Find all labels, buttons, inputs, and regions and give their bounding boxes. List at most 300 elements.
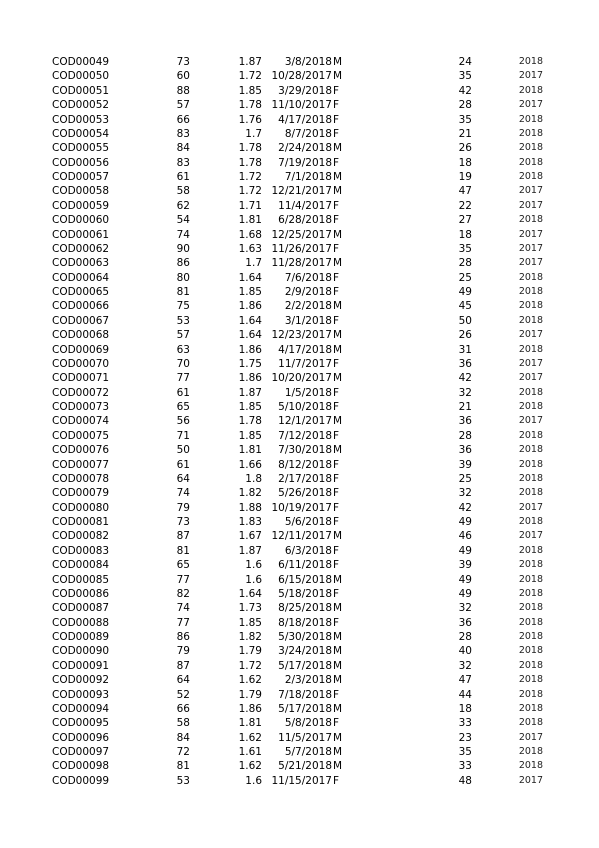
sex-cell: M (333, 530, 343, 543)
record-id-cell: COD00073 (52, 401, 110, 413)
sex-cell: M (333, 444, 343, 457)
age-cell: 32 (458, 487, 472, 500)
date-cell: 6/11/2018 (278, 559, 332, 572)
table-row (0, 256, 599, 270)
year-cell: 2018 (518, 746, 543, 757)
weight-cell: 79 (176, 645, 190, 658)
record-id-cell: COD00099 (52, 774, 110, 787)
height-cell: 1.64 (238, 329, 262, 342)
age-cell: 28 (458, 257, 472, 270)
height-cell: 1.76 (238, 113, 262, 126)
age-cell: 32 (458, 602, 472, 615)
weight-cell: 62 (176, 199, 190, 212)
table-row (0, 486, 599, 500)
record-id-cell: COD00090 (52, 645, 110, 658)
height-cell: 1.87 (238, 56, 262, 68)
height-cell: 1.86 (238, 372, 262, 385)
table-row (0, 98, 599, 112)
year-cell: 2018 (518, 587, 543, 599)
year-cell: 2018 (518, 760, 543, 772)
age-cell: 22 (458, 199, 472, 212)
table-row (0, 113, 599, 127)
record-id-cell: COD00098 (52, 760, 110, 773)
record-id-cell: COD00074 (52, 415, 110, 428)
table-row (0, 458, 599, 472)
data-table (0, 55, 599, 788)
height-cell: 1.81 (238, 214, 262, 227)
date-cell: 2/24/2018 (278, 142, 332, 155)
age-cell: 36 (458, 357, 472, 370)
age-cell: 35 (458, 113, 472, 126)
year-cell: 2018 (518, 472, 543, 484)
date-cell: 12/1/2017 (278, 415, 332, 428)
sex-cell: M (333, 415, 343, 428)
height-cell: 1.78 (238, 142, 262, 155)
date-cell: 4/17/2018 (278, 113, 332, 126)
date-cell: 8/25/2018 (278, 602, 332, 615)
record-id-cell: COD00071 (52, 372, 110, 385)
weight-cell: 50 (176, 444, 190, 457)
sex-cell: F (333, 472, 340, 485)
weight-cell: 77 (176, 616, 190, 629)
record-id-cell: COD00066 (52, 300, 110, 313)
height-cell: 1.72 (238, 185, 262, 198)
height-cell: 1.72 (238, 659, 262, 672)
record-id-cell: COD00081 (52, 516, 110, 528)
age-cell: 48 (458, 774, 472, 787)
year-cell: 2018 (518, 602, 543, 614)
age-cell: 32 (458, 386, 472, 399)
date-cell: 10/20/2017 (271, 372, 332, 385)
height-cell: 1.72 (238, 171, 262, 183)
record-id-cell: COD00055 (52, 142, 110, 155)
record-id-cell: COD00096 (52, 731, 110, 744)
year-cell: 2017 (518, 530, 543, 542)
height-cell: 1.64 (238, 587, 262, 600)
table-row (0, 400, 599, 414)
date-cell: 12/23/2017 (271, 329, 332, 342)
height-cell: 1.83 (238, 516, 262, 528)
age-cell: 31 (458, 343, 472, 356)
table-row (0, 84, 599, 98)
weight-cell: 77 (176, 573, 190, 586)
year-cell: 2017 (518, 774, 543, 786)
sex-cell: M (333, 228, 343, 241)
table-row (0, 357, 599, 371)
year-cell: 2018 (518, 645, 543, 657)
year-cell: 2018 (518, 286, 543, 297)
sex-cell: M (333, 185, 343, 198)
age-cell: 23 (458, 731, 472, 744)
weight-cell: 73 (176, 516, 190, 528)
weight-cell: 83 (176, 127, 190, 140)
weight-cell: 75 (176, 300, 190, 313)
weight-cell: 80 (176, 271, 190, 284)
record-id-cell: COD00053 (52, 113, 110, 126)
table-row (0, 343, 599, 357)
record-id-cell: COD00083 (52, 544, 110, 557)
height-cell: 1.82 (238, 631, 262, 643)
table-row (0, 328, 599, 342)
year-cell: 2017 (518, 242, 543, 254)
height-cell: 1.7 (245, 257, 262, 270)
date-cell: 10/19/2017 (271, 501, 332, 514)
age-cell: 21 (458, 401, 472, 413)
year-cell: 2018 (518, 271, 543, 283)
record-id-cell: COD00075 (52, 429, 110, 442)
weight-cell: 73 (176, 56, 190, 68)
age-cell: 50 (458, 314, 472, 327)
date-cell: 3/24/2018 (278, 645, 332, 658)
age-cell: 25 (458, 472, 472, 485)
age-cell: 33 (458, 717, 472, 730)
table-row (0, 199, 599, 213)
record-id-cell: COD00062 (52, 242, 110, 255)
year-cell: 2018 (518, 688, 543, 700)
table-row (0, 242, 599, 256)
age-cell: 35 (458, 70, 472, 83)
record-id-cell: COD00072 (52, 386, 110, 399)
table-row (0, 601, 599, 615)
sex-cell: F (333, 156, 340, 169)
age-cell: 28 (458, 429, 472, 442)
date-cell: 11/4/2017 (278, 199, 332, 212)
height-cell: 1.87 (238, 544, 262, 557)
year-cell: 2017 (518, 372, 543, 384)
height-cell: 1.64 (238, 314, 262, 327)
weight-cell: 84 (176, 731, 190, 744)
sex-cell: M (333, 674, 343, 687)
weight-cell: 66 (176, 113, 190, 126)
table-row (0, 371, 599, 385)
record-id-cell: COD00052 (52, 99, 110, 112)
date-cell: 8/7/2018 (284, 127, 332, 140)
record-id-cell: COD00097 (52, 746, 110, 758)
height-cell: 1.8 (245, 472, 262, 485)
height-cell: 1.86 (238, 343, 262, 356)
age-cell: 42 (458, 501, 472, 514)
year-cell: 2018 (518, 559, 543, 571)
sex-cell: M (333, 257, 343, 270)
year-cell: 2017 (518, 329, 543, 341)
year-cell: 2018 (518, 659, 543, 671)
record-id-cell: COD00056 (52, 156, 110, 169)
year-cell: 2018 (518, 56, 543, 67)
height-cell: 1.78 (238, 99, 262, 112)
date-cell: 2/9/2018 (284, 286, 332, 298)
height-cell: 1.61 (238, 746, 262, 758)
height-cell: 1.88 (238, 501, 262, 514)
year-cell: 2017 (518, 415, 543, 427)
weight-cell: 57 (176, 329, 190, 342)
table-row (0, 472, 599, 486)
year-cell: 2018 (518, 573, 543, 585)
weight-cell: 71 (176, 429, 190, 442)
date-cell: 3/1/2018 (284, 314, 332, 327)
record-id-cell: COD00086 (52, 587, 110, 600)
record-id-cell: COD00077 (52, 458, 110, 471)
table-row (0, 731, 599, 745)
table-row (0, 271, 599, 285)
table-row (0, 156, 599, 170)
sex-cell: M (333, 329, 343, 342)
table-row (0, 170, 599, 184)
date-cell: 7/6/2018 (284, 271, 332, 284)
date-cell: 7/12/2018 (278, 429, 332, 442)
date-cell: 11/10/2017 (271, 99, 332, 112)
weight-cell: 70 (176, 357, 190, 370)
year-cell: 2018 (518, 171, 543, 182)
record-id-cell: COD00094 (52, 702, 110, 715)
height-cell: 1.81 (238, 444, 262, 457)
table-row (0, 759, 599, 773)
record-id-cell: COD00076 (52, 444, 110, 457)
sex-cell: M (333, 343, 343, 356)
height-cell: 1.71 (238, 199, 262, 212)
sex-cell: M (333, 731, 343, 744)
sex-cell: F (333, 501, 340, 514)
sex-cell: F (333, 113, 340, 126)
table-row (0, 55, 599, 69)
table-row (0, 184, 599, 198)
age-cell: 49 (458, 573, 472, 586)
year-cell: 2017 (518, 70, 543, 82)
age-cell: 49 (458, 516, 472, 528)
age-cell: 46 (458, 530, 472, 543)
table-row (0, 702, 599, 716)
table-row (0, 515, 599, 529)
date-cell: 6/28/2018 (278, 214, 332, 227)
date-cell: 6/3/2018 (284, 544, 332, 557)
table-row (0, 127, 599, 141)
height-cell: 1.86 (238, 702, 262, 715)
record-id-cell: COD00079 (52, 487, 110, 500)
sex-cell: M (333, 631, 343, 643)
year-cell: 2018 (518, 674, 543, 686)
weight-cell: 87 (176, 659, 190, 672)
year-cell: 2018 (518, 401, 543, 412)
year-cell: 2018 (518, 444, 543, 456)
sex-cell: F (333, 516, 340, 528)
weight-cell: 58 (176, 717, 190, 730)
age-cell: 24 (458, 56, 472, 68)
age-cell: 49 (458, 587, 472, 600)
record-id-cell: COD00084 (52, 559, 110, 572)
height-cell: 1.85 (238, 429, 262, 442)
record-id-cell: COD00088 (52, 616, 110, 629)
record-id-cell: COD00050 (52, 70, 110, 83)
weight-cell: 53 (176, 314, 190, 327)
record-id-cell: COD00093 (52, 688, 110, 701)
date-cell: 5/17/2018 (278, 702, 332, 715)
weight-cell: 86 (176, 631, 190, 643)
record-id-cell: COD00061 (52, 228, 110, 241)
year-cell: 2018 (518, 458, 543, 470)
date-cell: 5/18/2018 (278, 587, 332, 600)
height-cell: 1.85 (238, 286, 262, 298)
record-id-cell: COD00051 (52, 84, 110, 97)
height-cell: 1.62 (238, 674, 262, 687)
sex-cell: F (333, 544, 340, 557)
record-id-cell: COD00065 (52, 286, 110, 298)
date-cell: 3/8/2018 (284, 56, 332, 68)
height-cell: 1.64 (238, 271, 262, 284)
record-id-cell: COD00087 (52, 602, 110, 615)
record-id-cell: COD00085 (52, 573, 110, 586)
age-cell: 33 (458, 760, 472, 773)
weight-cell: 87 (176, 530, 190, 543)
height-cell: 1.7 (245, 127, 262, 140)
sex-cell: F (333, 429, 340, 442)
date-cell: 12/21/2017 (271, 185, 332, 198)
sex-cell: M (333, 645, 343, 658)
date-cell: 5/26/2018 (278, 487, 332, 500)
date-cell: 8/18/2018 (278, 616, 332, 629)
date-cell: 7/18/2018 (278, 688, 332, 701)
age-cell: 19 (458, 171, 472, 183)
table-row (0, 228, 599, 242)
table-row (0, 529, 599, 543)
age-cell: 18 (458, 702, 472, 715)
age-cell: 39 (458, 458, 472, 471)
sex-cell: M (333, 372, 343, 385)
year-cell: 2018 (518, 113, 543, 125)
sex-cell: M (333, 760, 343, 773)
age-cell: 49 (458, 286, 472, 298)
sex-cell: M (333, 746, 343, 758)
date-cell: 11/28/2017 (271, 257, 332, 270)
table-row (0, 745, 599, 759)
weight-cell: 81 (176, 544, 190, 557)
table-row (0, 558, 599, 572)
date-cell: 11/5/2017 (278, 731, 332, 744)
record-id-cell: COD00067 (52, 314, 110, 327)
age-cell: 45 (458, 300, 472, 313)
record-id-cell: COD00064 (52, 271, 110, 284)
weight-cell: 53 (176, 774, 190, 787)
height-cell: 1.75 (238, 357, 262, 370)
sex-cell: F (333, 688, 340, 701)
record-id-cell: COD00092 (52, 674, 110, 687)
sex-cell: F (333, 616, 340, 629)
year-cell: 2017 (518, 501, 543, 513)
date-cell: 2/2/2018 (284, 300, 332, 313)
date-cell: 5/21/2018 (278, 760, 332, 773)
weight-cell: 64 (176, 674, 190, 687)
year-cell: 2018 (518, 314, 543, 326)
record-id-cell: COD00070 (52, 357, 110, 370)
date-cell: 7/19/2018 (278, 156, 332, 169)
year-cell: 2017 (518, 228, 543, 240)
sex-cell: F (333, 127, 340, 140)
year-cell: 2018 (518, 214, 543, 226)
weight-cell: 57 (176, 99, 190, 112)
year-cell: 2018 (518, 300, 543, 312)
date-cell: 7/30/2018 (278, 444, 332, 457)
weight-cell: 66 (176, 702, 190, 715)
record-id-cell: COD00091 (52, 659, 110, 672)
table-row (0, 659, 599, 673)
weight-cell: 81 (176, 760, 190, 773)
sex-cell: F (333, 458, 340, 471)
weight-cell: 52 (176, 688, 190, 701)
sex-cell: F (333, 587, 340, 600)
date-cell: 2/17/2018 (278, 472, 332, 485)
age-cell: 39 (458, 559, 472, 572)
sex-cell: F (333, 386, 340, 399)
year-cell: 2017 (518, 199, 543, 211)
date-cell: 4/17/2018 (278, 343, 332, 356)
age-cell: 35 (458, 242, 472, 255)
table-row (0, 314, 599, 328)
date-cell: 12/11/2017 (271, 530, 332, 543)
sex-cell: M (333, 70, 343, 83)
date-cell: 1/5/2018 (284, 386, 332, 399)
date-cell: 11/15/2017 (271, 774, 332, 787)
age-cell: 32 (458, 659, 472, 672)
year-cell: 2018 (518, 142, 543, 154)
age-cell: 28 (458, 99, 472, 112)
sex-cell: M (333, 659, 343, 672)
record-id-cell: COD00095 (52, 717, 110, 730)
height-cell: 1.68 (238, 228, 262, 241)
weight-cell: 83 (176, 156, 190, 169)
record-id-cell: COD00078 (52, 472, 110, 485)
sex-cell: M (333, 142, 343, 155)
age-cell: 21 (458, 127, 472, 140)
height-cell: 1.6 (245, 573, 262, 586)
weight-cell: 77 (176, 372, 190, 385)
year-cell: 2018 (518, 386, 543, 398)
year-cell: 2018 (518, 487, 543, 499)
weight-cell: 81 (176, 286, 190, 298)
weight-cell: 72 (176, 746, 190, 758)
date-cell: 7/1/2018 (284, 171, 332, 183)
year-cell: 2017 (518, 731, 543, 743)
weight-cell: 56 (176, 415, 190, 428)
height-cell: 1.85 (238, 401, 262, 413)
weight-cell: 86 (176, 257, 190, 270)
age-cell: 26 (458, 329, 472, 342)
sex-cell: F (333, 314, 340, 327)
record-id-cell: COD00069 (52, 343, 110, 356)
height-cell: 1.78 (238, 415, 262, 428)
height-cell: 1.66 (238, 458, 262, 471)
height-cell: 1.67 (238, 530, 262, 543)
record-id-cell: COD00068 (52, 329, 110, 342)
age-cell: 40 (458, 645, 472, 658)
record-id-cell: COD00080 (52, 501, 110, 514)
table-row (0, 429, 599, 443)
date-cell: 12/25/2017 (271, 228, 332, 241)
height-cell: 1.79 (238, 688, 262, 701)
weight-cell: 90 (176, 242, 190, 255)
weight-cell: 65 (176, 401, 190, 413)
sex-cell: F (333, 214, 340, 227)
age-cell: 26 (458, 142, 472, 155)
table-row (0, 213, 599, 227)
sex-cell: F (333, 717, 340, 730)
sex-cell: M (333, 300, 343, 313)
height-cell: 1.85 (238, 84, 262, 97)
sex-cell: M (333, 702, 343, 715)
year-cell: 2018 (518, 127, 543, 139)
table-row (0, 141, 599, 155)
table-row (0, 299, 599, 313)
date-cell: 2/3/2018 (284, 674, 332, 687)
height-cell: 1.62 (238, 731, 262, 744)
weight-cell: 54 (176, 214, 190, 227)
